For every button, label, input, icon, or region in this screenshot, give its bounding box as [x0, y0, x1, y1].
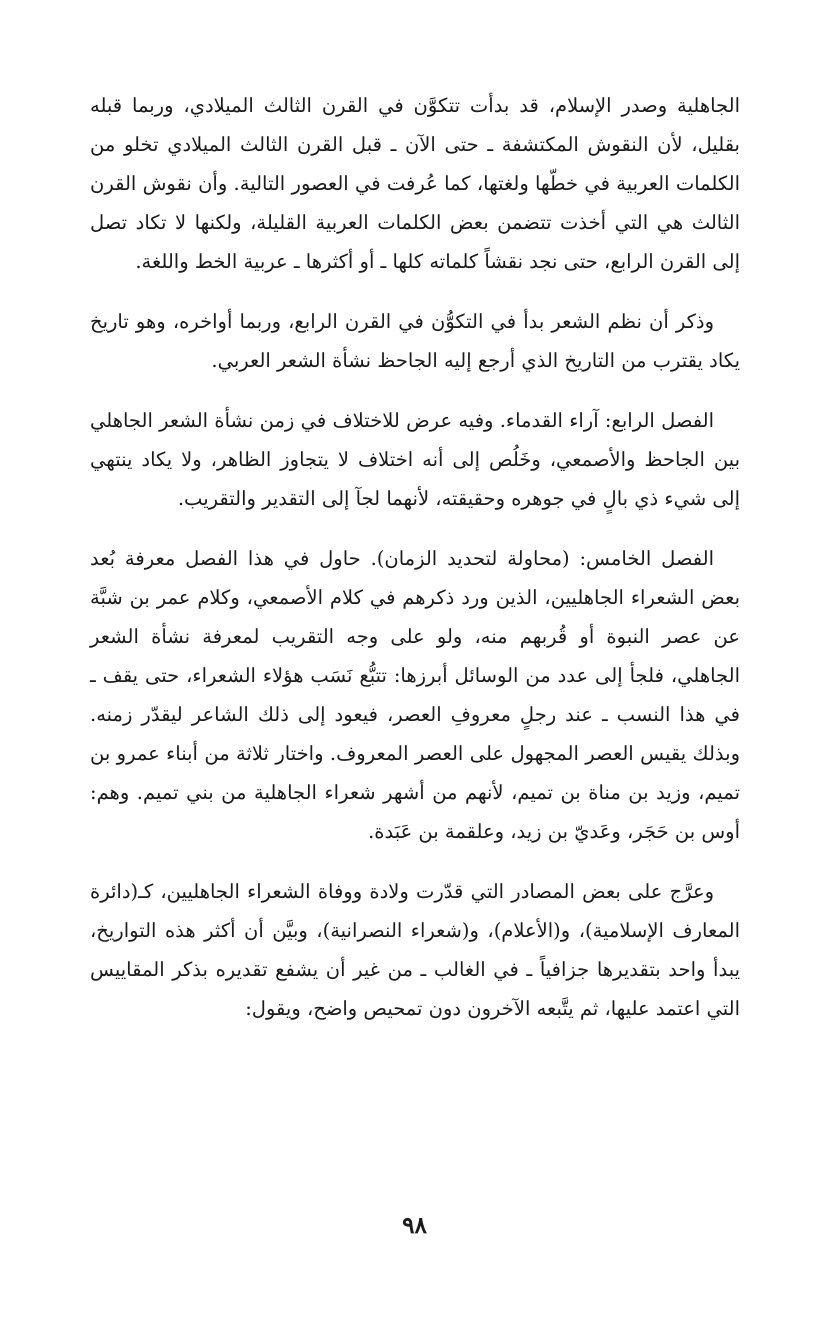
paragraph-chapter-four: الفصل الرابع: آراء القدماء. وفيه عرض للاختلاف في زمن نشأة الشعر الجاهلي بين الجاحظ والأصمعي، وخَلُص إلى أنه اختلاف لا يتجاوز الظاهر، ولا يكاد ينتهي إلى شيء ذي بالٍ في جوهره وحقيقته، لأنهما لجآ إلى التقدير والتقريب.: [90, 409, 740, 510]
paragraph-sources: وعرَّج على بعض المصادر التي قدّرت ولادة ووفاة الشعراء الجاهليين، كـ(دائرة المعارف الإسلامية)، و(الأعلام)، و(شعراء النصرانية)، وبيَّن أن أكثر هذه التواريخ، يبدأ واحد بتقديرها جزافياً ـ في الغالب ـ من غير أن يشفع تقديره بذكر المقاييس التي اعتمد عليها، ثم يتَّبعه الآخرون دون تمحيص واضح، ويقول:: [90, 880, 740, 1020]
page-body: [90, 86, 740, 1049]
paragraph-chapter-five: الفصل الخامس: (محاولة لتحديد الزمان). حاول في هذا الفصل معرفة بُعد بعض الشعراء الجاهليين، الذين ورد ذكرهم في كلام الأصمعي، وكلام عمر بن شبَّة عن عصر النبوة أو قُربهم منه، ولو على وجه التقريب لمعرفة نشأة الشعر الجاهلي، فلجأ إلى عدد من الوسائل أبرزها: تتبُّع نَسَب هؤلاء الشعراء، حتى يقف ـ في هذا النسب ـ عند رجلٍ معروفِ العصر، فيعود إلى ذلك الشاعر ليقدّر زمنه. وبذلك يقيس العصر المجهول على العصر المعروف. واختار ثلاثة من أبناء عمرو بن تميم، وزيد بن مناة بن تميم، لأنهم من أشهر شعراء الجاهلية من بني تميم. وهم: أوس بن حَجَر، وعَديّ بن زيد، وعلقمة بن عَبَدة.: [90, 547, 740, 843]
page-number: ٩٨: [402, 1212, 427, 1239]
paragraph-intro-continuation: الجاهلية وصدر الإسلام، قد بدأت تتكوَّن في القرن الثالث الميلادي، وربما قبله بقليل، لأن النقوش المكتشفة ـ حتى الآن ـ قبل القرن الثالث الميلادي تخلو من الكلمات العربية في خطّها ولغتها، كما عُرفت في العصور التالية. وأن نقوش القرن الثالث هي التي أخذت تتضمن بعض الكلمات العربية القليلة، ولكنها لا تكاد تصل إلى القرن الرابع، حتى نجد نقشاً كلماته كلها ـ أو أكثرها ـ عربية الخط واللغة.: [90, 94, 740, 273]
paragraph-poetry-origin: وذكر أن نظم الشعر بدأ في التكوُّن في القرن الرابع، وربما أواخره، وهو تاريخ يكاد يقترب من التاريخ الذي أرجع إليه الجاحظ نشأة الشعر العربي.: [90, 310, 740, 372]
